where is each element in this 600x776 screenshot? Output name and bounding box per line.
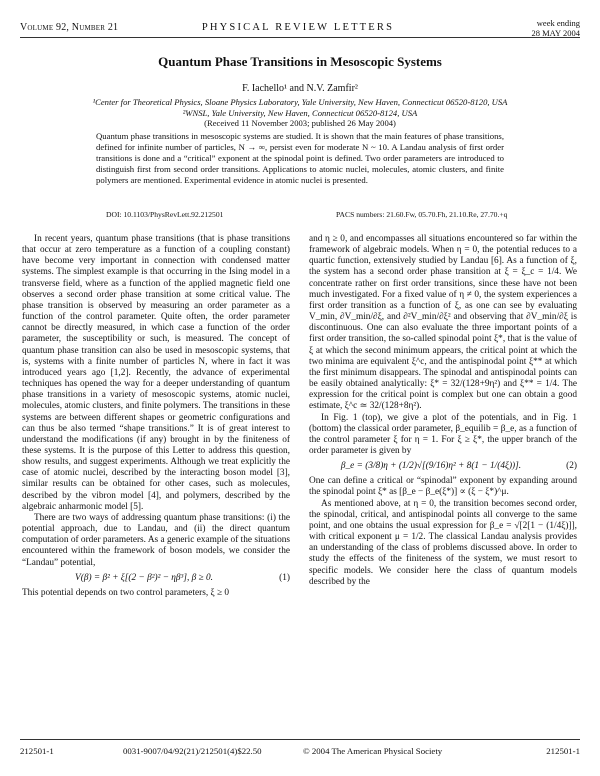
issue-date: 28 MAY 2004 [531,28,580,38]
page-number-left: 212501-1 [20,746,54,756]
equation-2 [309,461,577,472]
affiliation-1: ¹Center for Theoretical Physics, Sloane Physics Laboratory, Yale University, New Haven, Connecticut 06520-8120, USA [92,97,508,107]
journal-name: PHYSICAL REVIEW LETTERS [201,22,395,33]
abstract: Quantum phase transitions in mesoscopic systems are studied. It is shown that the main features of phase transitions, defined for infinite number of particles, N → ∞, persist even for moderate N ~ 10. A Landau analysis of first order transitions is done and a “critical” exponent at the spinodal point is defined. Two order parameters are introduced to distinguish first from second order transitions. Applications to atomic nuclei, molecules, atomic clusters, and finite polymers are mentioned. Experimental evidence in atomic nuclei is presented. [96,131,504,185]
intro-paragraph: In recent years, quantum phase transitions (that is phase transitions that occur at zero temperature as a function of a coupling constant) have become very important in connection with condensed matter systems. The simplest example is that occurring in the Ising model in a transverse field, where as a function of the applied magnetic field one observes a second order phase transition at some critical value. The phase transition is observed by measuring an order parameter as a function of the control parameter. Quite often, the order parameter cannot be directly measured, in which case a function of the order parameter, the susceptibility or such, is measured. The concept of quantum phase transition can also be used in mesoscopic systems, that is, systems with a finite number of particles N, where in fact it was introduced years ago [1,2]. Recently, the advance of experimental techniques has opened the way for a deeper understanding of quantum phase transitions in a variety of mesoscopic systems, atomic nuclei, molecules, atomic clusters, and finite polymers. The transitions in these systems are between different shapes or geometric configurations and can thus be also termed “shape transitions.” It is of great interest to understand the modifications (if any) brought in by the finiteness of these systems. It is the purpose of this Letter to address this question, show results, and suggest experiments. Although we treat explicitly the case of atomic nuclei, described by the interacting boson model [3], similar results can be obtained for other cases, such as molecules, described by the vibron model [4], and polymers, described by the algebraic anharmonic model [5]. [22,234,290,512]
equation-1-body: V(β) = β² + ξ[(2 − β²)² − ηβ³], β ≥ 0. [75,572,213,583]
spinodal-exponent-paragraph: One can define a critical or “spinodal” exponent by expanding around the spinodal point ξ* as [β_e − β_e(ξ*)] ∝ (ξ − ξ*)^μ. [309,476,577,498]
equation-2-body: β_e = (3/8)η + (1/2)√[(9/16)η² + 8(1 − 1/(4ξ))]. [340,461,522,472]
copyright: © 2004 The American Physical Society [303,746,443,756]
affiliations [0,97,600,129]
equation-2-number: (2) [566,461,577,472]
left-column [22,234,290,599]
control-parameters-paragraph: This potential depends on two control parameters, ξ ≥ 0 [22,587,230,598]
issue-date-block [532,18,581,38]
second-order-paragraph: As mentioned above, at η = 0, the transition becomes second order, the spinodal, critical, and antispinodal points all converge to the same point, and one obtains the usual expression for β_e = √[2[1 − (1/4ξ)]], with critical exponent μ = 1/2. The classical Landau analysis provides an understanding of the class of problems discussed above. In order to study the effects of the finiteness of the system, we must resort to specific models. We consider here the class of quantum models described by the [309,498,577,587]
page-number-right: 212501-1 [546,746,580,756]
week-ending-label: week ending [536,18,580,28]
equation-1-number: (1) [279,572,290,583]
landau-paragraph: and η ≥ 0, and encompasses all situations encountered so far within the framework of algebraic models. When η = 0, the potential reduces to a quartic function, extensively studied by Landau [6]. As a function of ξ, the system has a second order phase transition at ξ = ξ_c = 1/4. We concentrate rather on first order transitions, since these have not been much investigated. For a fixed value of η ≠ 0, the system experiences a first order transition as a function of ξ, as one can see by evaluating V_min, ∂V_min/∂ξ, and ∂²V_min/∂ξ² and observing that ∂V_min/∂ξ is discontinuous. One can also evaluate the three important points of a first order transition, the so-called spinodal point ξ*, that is the value of ξ at which the second minimum appears, the critical point at which the two minima are equivalent ξ^c, and the antispinodal point ξ** at which the first minimum disappears. The spinodal and antispinodal points can be easily obtained analytically: ξ* = 32/(128+9η²) and ξ** = 1/4. The expression for the critical point is complex but one can obtain a good estimate, ξ^c ≃ 32/(128+8η²). [309,234,577,412]
article-title: Quantum Phase Transitions in Mesoscopic Systems [158,54,442,69]
approaches-paragraph: There are two ways of addressing quantum phase transitions: (i) the potential approach, due to Landau, and (ii) the direct quantum computation of order parameters. As a generic example of the situations encountered within the framework of boson models, we consider the “Landau” potential, [22,512,290,568]
figure-1-paragraph: In Fig. 1 (top), we give a plot of the potentials, and in Fig. 1 (bottom) the classical order parameter, β_equilib = β_e, as a function of the control parameter ξ for η = 1. For ξ ≥ ξ*, the upper branch of the order parameter is given by [309,412,577,456]
article-code: 0031-9007/04/92(21)/212501(4)$22.50 [123,746,262,756]
footer-rule [20,739,580,740]
received-dates: (Received 11 November 2003; published 26 May 2004) [204,118,396,128]
authors: F. Iachello¹ and N.V. Zamfir² [242,83,358,94]
doi: DOI: 10.1103/PhysRevLett.92.212501 [106,210,224,219]
pacs-numbers: PACS numbers: 21.60.Fw, 05.70.Fh, 21.10.Re, 27.70.+q [336,210,508,219]
journal-volume-number: Volume 92, Number 21 [20,22,119,33]
equation-1 [22,573,290,584]
right-column [309,234,577,588]
affiliation-2: ²WNSL, Yale University, New Haven, Connecticut 06520-8124, USA [182,107,418,118]
header-rule [20,37,580,38]
